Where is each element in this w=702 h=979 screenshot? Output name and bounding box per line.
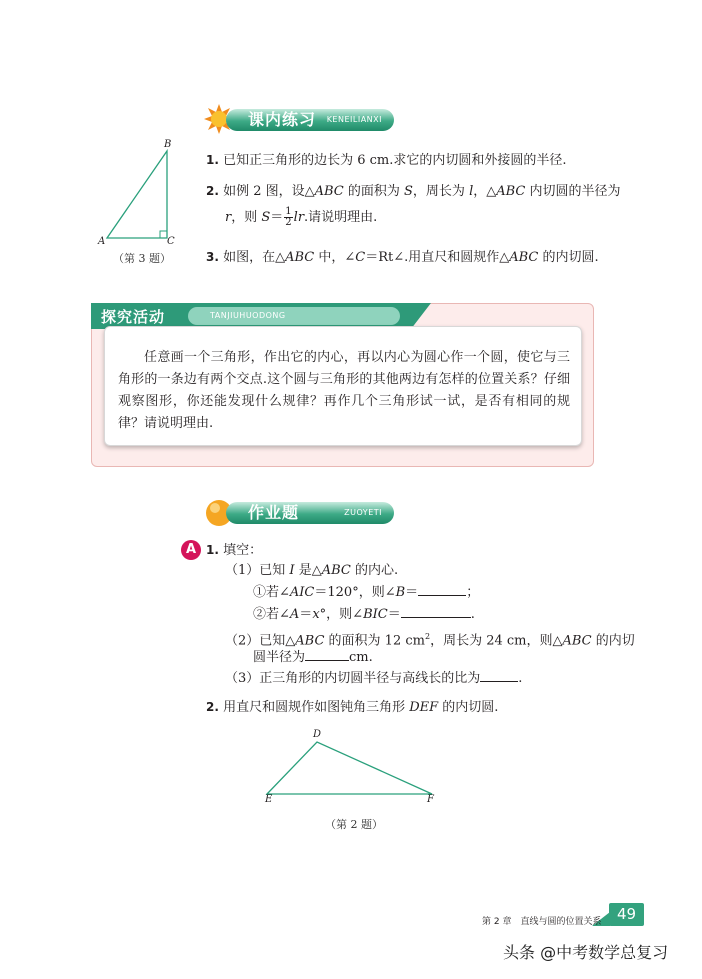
part-text: 的内切: [591, 633, 635, 649]
answer-blank[interactable]: [418, 583, 466, 596]
var-abc: ABC: [496, 184, 526, 199]
var-bic: BIC: [363, 607, 388, 622]
exercise-2-text: 内切圆的半径为: [525, 184, 621, 199]
exercise-2-text: ，则: [231, 210, 262, 225]
figure3-label-c: C: [167, 236, 175, 247]
part-text: ＝: [387, 607, 401, 622]
exercise-2-text: 如例 2 图，设△: [223, 184, 315, 199]
var-r: r: [225, 210, 232, 225]
homework-1-part2-cont: [253, 648, 373, 668]
superscript-2: 2: [424, 632, 431, 641]
var-b: B: [395, 585, 406, 600]
exercise-3: [206, 247, 599, 268]
part-text: 的面积为 12 cm: [324, 633, 425, 649]
var-aic: AIC: [289, 585, 315, 600]
exercise-1-number: 1.: [206, 153, 219, 167]
figure3-caption: （第 3 题）: [113, 252, 171, 265]
figure2-label-e: E: [265, 794, 273, 805]
answer-blank[interactable]: [401, 605, 471, 618]
figure2-label-d: D: [313, 729, 322, 740]
part-text: ＝: [299, 607, 313, 622]
homework-2-number: 2.: [206, 700, 219, 714]
homework-2: [206, 697, 498, 718]
part-text: cm.: [349, 650, 373, 665]
part-text: 是△: [294, 563, 322, 578]
homework-banner-subtitle: ZUOYETI: [344, 508, 382, 517]
var-abc: ABC: [314, 184, 344, 199]
homework-1-part3: [225, 669, 522, 689]
part-text: 圆半径为: [253, 650, 306, 665]
exercise-1-text: 已知正三角形的边长为 6 cm.求它的内切圆和外接圆的半径.: [223, 153, 567, 168]
fraction-denominator: 2: [285, 217, 292, 228]
exercise-2-text: ＝: [270, 210, 284, 225]
part-text: ＝120°，则∠: [314, 585, 396, 600]
var-abc: ABC: [285, 250, 315, 265]
explore-text: 任意画一个三角形，作出它的内心，再以内心为圆心作一个圆，使它与三角形的一条边有两个交点.这个圆与三角形的其他两边有怎样的位置关系？仔细观察图形，你还能发现什么规律？再作几个三角形试一试，是否有相同的规律？请说明理由.: [118, 350, 570, 431]
part-text: .: [518, 671, 523, 686]
exercise-3-text: 中，∠: [314, 250, 356, 265]
page-number: [609, 903, 644, 926]
exercise-3-number: 3.: [206, 250, 219, 264]
part-text: 正三角形的内切圆半径与高线长的比为: [259, 671, 481, 686]
figure2-label-f: F: [427, 794, 434, 805]
level-a-badge: [181, 540, 201, 560]
homework-1-title: [206, 540, 262, 561]
answer-blank[interactable]: [305, 648, 349, 661]
watermark: 头条 @中考数学总复习: [503, 943, 669, 962]
figure3-triangle: [104, 145, 174, 245]
var-s: S: [404, 184, 413, 199]
figure2-caption: （第 2 题）: [325, 818, 383, 831]
var-i: I: [289, 563, 295, 578]
var-abc: ABC: [562, 633, 592, 649]
homework-1-part1-sub2: [253, 605, 475, 625]
exercise-3-text: 如图，在△: [223, 250, 286, 265]
exercise-3-text: 的内切圆.: [538, 250, 599, 265]
var-l: l: [469, 184, 474, 199]
var-a: A: [289, 607, 300, 622]
homework-2-text: 的内切圆.: [438, 700, 499, 715]
var-c: C: [355, 250, 366, 265]
exercise-2-text: .请说明理由.: [304, 210, 378, 225]
figure3-label-a: A: [98, 236, 106, 247]
part-text: ；: [466, 585, 480, 600]
explore-banner-subtitle: TANJIUHUODONG: [210, 311, 286, 320]
homework-banner: [226, 502, 394, 524]
var-abc: ABC: [509, 250, 539, 265]
explore-banner-title: 探究活动: [101, 308, 166, 326]
var-abc: ABC: [295, 633, 325, 649]
chapter-footer: 第 2 章 直线与圆的位置关系: [482, 917, 602, 927]
part-label: （3）: [225, 671, 260, 686]
homework-1-number: 1.: [206, 543, 219, 557]
part-text: °，则∠: [319, 607, 364, 622]
exercise-2-text: ，周长为: [412, 184, 470, 199]
part-text: 已知: [259, 563, 290, 578]
homework-1-text: 填空：: [223, 543, 263, 558]
exercise-2-number: 2.: [206, 184, 219, 198]
exercise-2-text: ，△: [473, 184, 497, 199]
exercise-3-text: ＝Rt∠.用直尺和圆规作△: [365, 250, 510, 265]
part-text: 的内心.: [350, 563, 399, 578]
var-x: x: [312, 607, 320, 622]
exercise-2-text: 的面积为: [343, 184, 405, 199]
part-text: ②若∠: [253, 607, 290, 622]
exercise-2-line1: [206, 181, 621, 202]
answer-blank[interactable]: [480, 669, 518, 682]
part-text: ，周长为 24 cm，则△: [430, 633, 563, 649]
part-text: 已知△: [259, 633, 296, 649]
var-s: S: [261, 210, 271, 225]
part-label: （2）: [225, 633, 260, 649]
exercise-banner: [226, 109, 394, 131]
homework-2-text: 用直尺和圆规作如图钝角三角形: [223, 700, 410, 715]
homework-1-part1-sub1: [253, 583, 479, 603]
part-text: ＝: [405, 585, 419, 600]
page-number-text: 49: [616, 905, 637, 923]
exercise-banner-subtitle: KENEILIANXI: [326, 115, 382, 124]
var-lr: lr: [293, 210, 305, 225]
part-text: .: [470, 607, 475, 622]
fraction-one-half: [284, 207, 292, 228]
exercise-banner-title: 课内练习: [248, 110, 317, 129]
part-label: （1）: [225, 563, 260, 578]
figure2-triangle: [262, 738, 442, 800]
part-text: ①若∠: [253, 585, 290, 600]
var-abc: ABC: [321, 563, 351, 578]
homework-banner-title: 作业题: [248, 503, 300, 522]
level-a-badge-text: A: [185, 542, 197, 557]
fraction-numerator: 1: [285, 206, 292, 217]
figure3-label-b: B: [164, 139, 172, 150]
var-def: DEF: [409, 700, 439, 715]
exercise-2-line2: [225, 207, 377, 228]
homework-1-part1: [225, 561, 398, 581]
exercise-1: [206, 150, 566, 171]
